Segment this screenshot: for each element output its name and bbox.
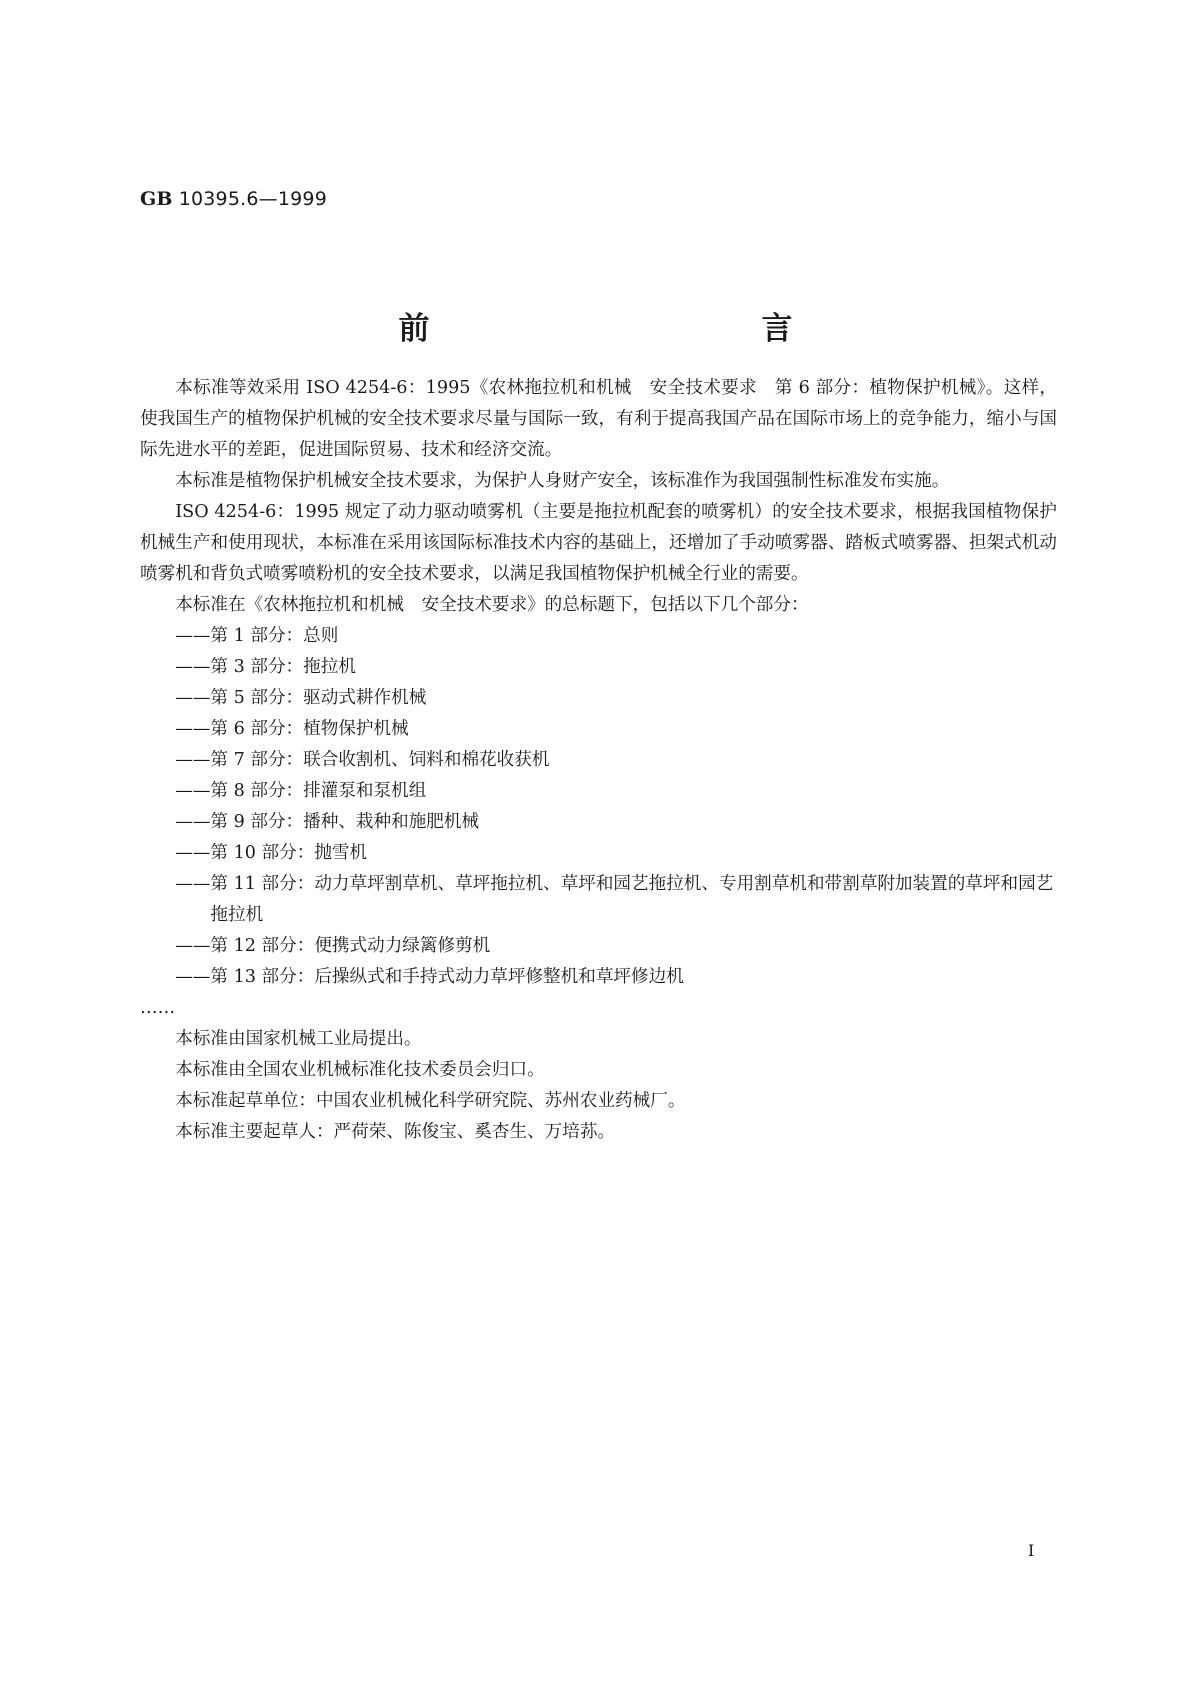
parts-list — [140, 621, 1057, 993]
standard-code — [140, 188, 327, 210]
list-item: ——第 13 部分：后操纵式和手持式动力草坪修整机和草坪修边机 — [175, 967, 684, 987]
list-item: ——第 7 部分：联合收割机、饲料和棉花收获机 — [175, 750, 550, 770]
page-number: I — [1028, 1541, 1035, 1560]
document-body — [140, 373, 1057, 1148]
list-item: ——第 1 部分：总则 — [175, 626, 339, 646]
list-item: ——第 8 部分：排灌泵和泵机组 — [175, 781, 427, 801]
paragraph-drafting-units: 本标准起草单位：中国农业机械化科学研究院、苏州农业药械厂。 — [175, 1091, 686, 1111]
paragraph-drafters: 本标准主要起草人：严荷荣、陈俊宝、奚杏生、万培荪。 — [175, 1122, 616, 1142]
paragraph-scope: ISO 4254-6：1995 规定了动力驱动喷雾机（主要是拖拉机配套的喷雾机）的安全技术要求，根据我国植物保护机械生产和使用现状，本标准在采用该国际标准技术内容的基础上，还增加了手动喷雾器、踏板式喷雾器、担架式机动喷雾机和背负式喷雾喷粉机的安全技术要求，以满足我国植物保护机械全行业的需要。 — [140, 502, 1057, 584]
paragraph-proposer: 本标准由国家机械工业局提出。 — [175, 1029, 422, 1049]
page-title: 前 言 — [398, 311, 883, 347]
list-item: ——第 6 部分：植物保护机械 — [175, 719, 409, 739]
list-item: ——第 3 部分：拖拉机 — [175, 657, 356, 677]
standard-number: 10395.6—1999 — [178, 188, 328, 210]
list-item: ——第 12 部分：便携式动力绿篱修剪机 — [175, 936, 491, 956]
paragraph-adoption: 本标准等效采用 ISO 4254-6：1995《农林拖拉机和机械 安全技术要求 第 6 部分：植物保护机械》。这样，使我国生产的植物保护机械的安全技术要求尽量与国际一致，有利于提高我国产品在国际市场上的竞争能力，缩小与国际先进水平的差距，促进国际贸易、技术和经济交流。 — [140, 378, 1057, 460]
standard-prefix: GB — [140, 188, 173, 210]
paragraph-purpose: 本标准是植物保护机械安全技术要求，为保护人身财产安全，该标准作为我国强制性标准发布实施。 — [175, 471, 950, 491]
list-ellipsis: …… — [140, 998, 176, 1018]
paragraph-series-intro: 本标准在《农林拖拉机和机械 安全技术要求》的总标题下，包括以下几个部分： — [175, 595, 809, 615]
list-item: ——第 5 部分：驱动式耕作机械 — [175, 688, 427, 708]
list-item: ——第 9 部分：播种、栽种和施肥机械 — [175, 812, 480, 832]
paragraph-committee: 本标准由全国农业机械标准化技术委员会归口。 — [175, 1060, 545, 1080]
list-item: ——第 11 部分：动力草坪割草机、草坪拖拉机、草坪和园艺拖拉机、专用割草机和带割草附加装置的草坪和园艺拖拉机 — [175, 874, 1054, 925]
list-item: ——第 10 部分：抛雪机 — [175, 843, 368, 863]
